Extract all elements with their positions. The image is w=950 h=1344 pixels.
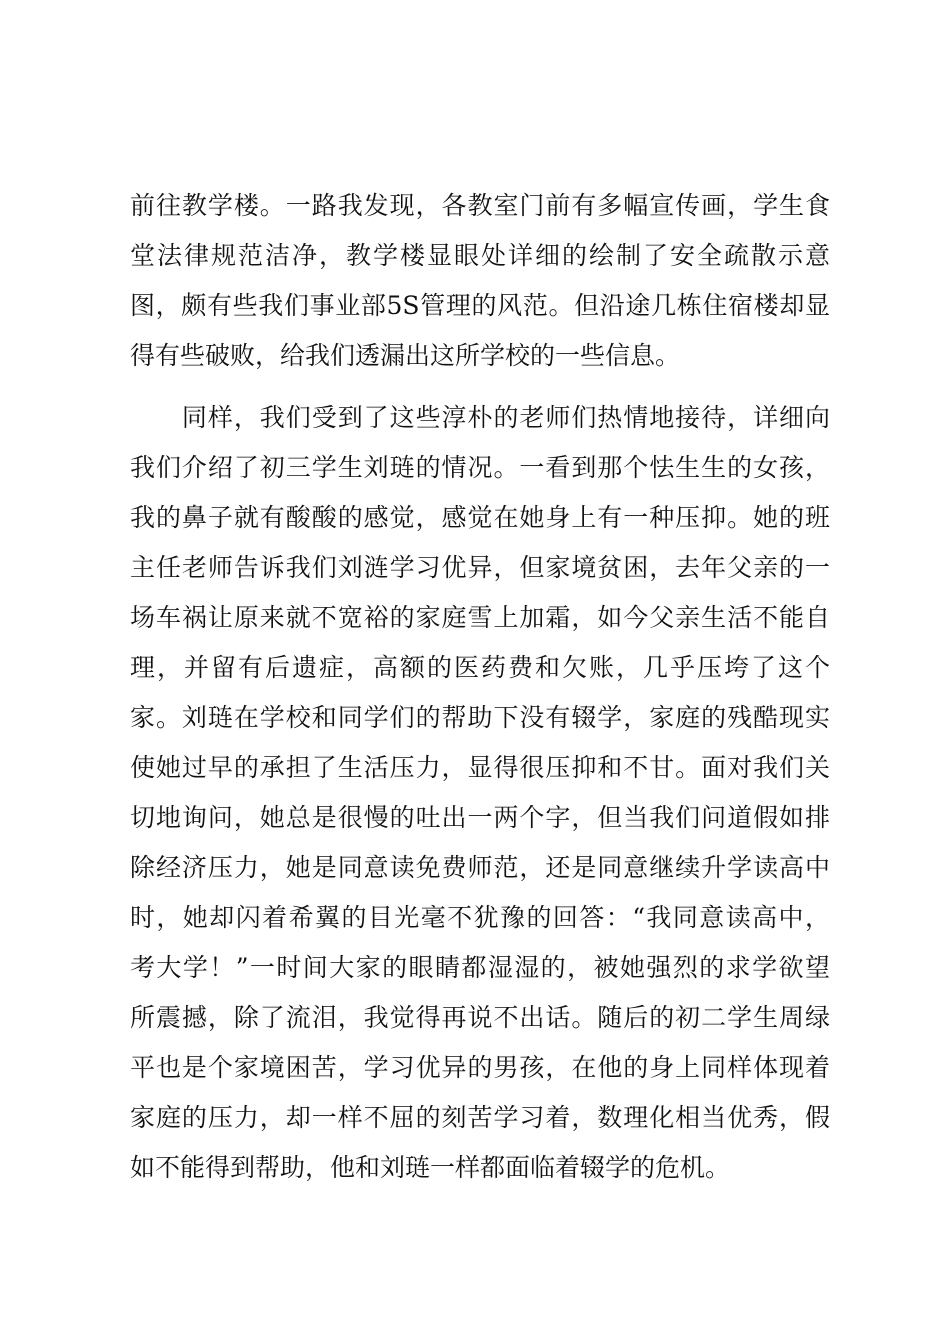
text-line: 我的鼻子就有酸酸的感觉，感觉在她身上有一种压抑。她的班 (130, 503, 830, 532)
text-line: 前往教学楼。一路我发现，各教室门前有多幅宣传画，学生食 (130, 191, 830, 220)
text-line: 家。刘琏在学校和同学们的帮助下没有辍学，家庭的残酷现实 (130, 703, 830, 732)
text-line: 场车祸让原来就不宽裕的家庭雪上加霜，如今父亲生活不能自 (130, 603, 830, 632)
text-line: 得有些破败，给我们透漏出这所学校的一些信息。 (130, 341, 681, 370)
text-line: 我们介绍了初三学生刘琏的情况。一看到那个怯生生的女孩， (130, 453, 830, 482)
text-line: 如不能得到帮助，他和刘琏一样都面临着辍学的危机。 (130, 1153, 731, 1182)
text-line: 同样，我们受到了这些淳朴的老师们热情地接待，详细向 (130, 403, 830, 432)
text-line: 切地询问，她总是很慢的吐出一两个字，但当我们问道假如排 (130, 803, 830, 832)
text-line: 理，并留有后遗症，高额的医药费和欠账，几乎压垮了这个 (130, 653, 830, 682)
paragraph-gap (130, 381, 830, 393)
text-line: 堂法律规范洁净，教学楼显眼处详细的绘制了安全疏散示意 (130, 241, 830, 270)
text-line: 使她过早的承担了生活压力，显得很压抑和不甘。面对我们关 (130, 753, 830, 782)
text-line: 平也是个家境困苦，学习优异的男孩，在他的身上同样体现着 (130, 1053, 830, 1082)
text-line: 除经济压力，她是同意读免费师范，还是同意继续升学读高中 (130, 853, 830, 882)
text-line: 时，她却闪着希翼的目光毫不犹豫的回答：“我同意读高中， (130, 903, 830, 932)
paragraph-2 (130, 393, 830, 1193)
text-line: 图，颇有些我们事业部5S管理的风范。但沿途几栋住宿楼却显 (130, 291, 830, 320)
paragraph-1 (130, 181, 830, 381)
body-text (130, 181, 830, 1193)
text-line: 主任老师告诉我们刘涟学习优异，但家境贫困，去年父亲的一 (130, 553, 830, 582)
text-line: 考大学！”一时间大家的眼睛都湿湿的，被她强烈的求学欲望 (130, 953, 830, 982)
text-line: 家庭的压力，却一样不屈的刻苦学习着，数理化相当优秀，假 (130, 1103, 830, 1132)
text-line: 所震撼，除了流泪，我觉得再说不出话。随后的初二学生周绿 (130, 1003, 830, 1032)
